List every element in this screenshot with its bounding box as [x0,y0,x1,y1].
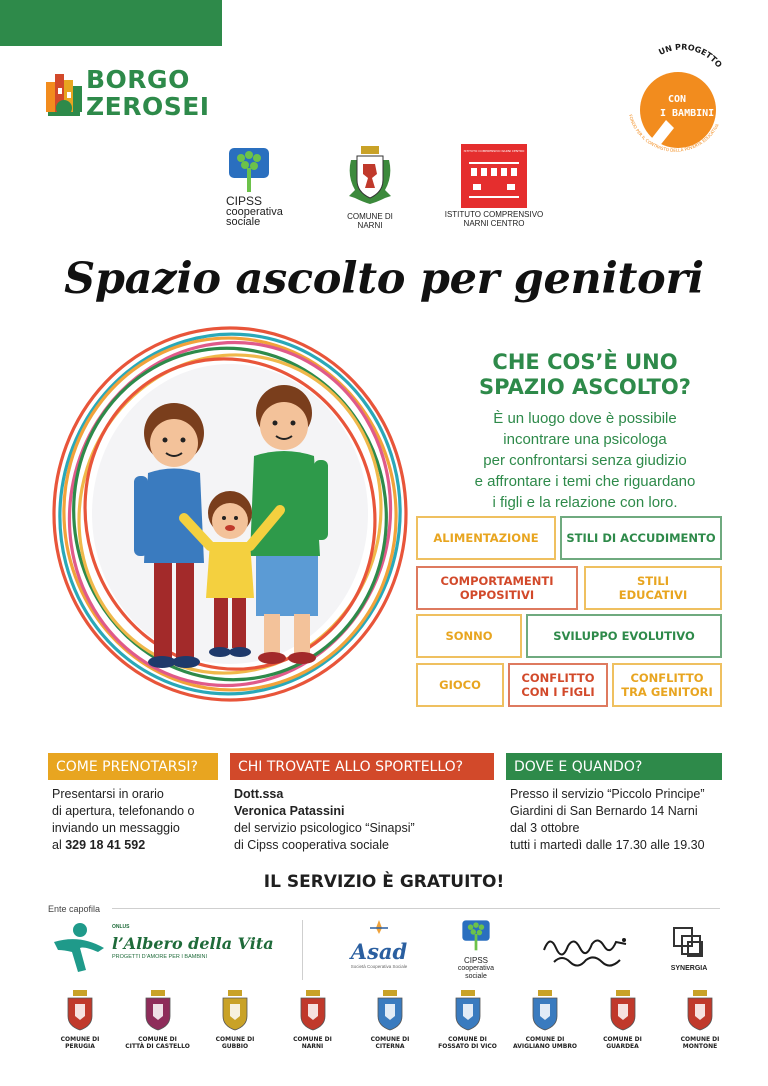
cipss-logo-footer [446,920,506,981]
who-heading: CHI TROVATE ALLO SPORTELLO? [230,753,494,780]
booking-line: inviando un messaggio [52,821,180,835]
cipss-name-footer: CIPSS [463,956,488,965]
topic-label: CONFLITTO [521,671,595,685]
municipality-crest [507,990,583,1050]
municipality-crest [120,990,196,1050]
municipality-crest [585,990,661,1050]
municipality-label-1: COMUNE DI [60,1036,100,1043]
albero-della-vita-figure-icon [50,920,108,976]
where-line: Presso il servizio “Piccolo Principe” [510,787,705,801]
crest-shield-icon [453,990,483,1032]
narni-crest-top [340,146,400,230]
topic-label: COMPORTAMENTI [440,574,554,588]
booking-details [52,786,224,854]
narni-label-1-top: COMUNE DI [347,212,393,221]
municipality-label-2: GUARDEA [606,1043,639,1050]
istituto-building-icon [461,144,527,208]
cipss-logo-top [214,148,284,227]
municipality-label-1: COMUNE DI [293,1036,332,1043]
istituto-label-1-top: ISTITUTO COMPRENSIVO [444,210,544,219]
where-line: Giardini di San Bernardo 14 Narni [510,804,698,818]
municipality-label-1: COMUNE DI [680,1036,720,1043]
topic-stili-educativi [584,566,722,610]
who-title: Dott.ssa [234,787,284,801]
borgo-zerosei-logo [46,66,236,126]
lead-label: Ente capofila [48,904,101,914]
topic-label: ALIMENTAZIONE [433,531,539,545]
municipality-label-1: COMUNE DI [448,1036,487,1043]
istituto-label-2-top: NARNI CENTRO [463,219,525,228]
borgo-zerosei-mark-icon [46,68,82,120]
con-i-bambini-badge [608,40,738,160]
albero-della-vita-logo [50,920,274,980]
question-body-line: per confrontarsi senza giudizio [483,452,687,469]
municipality-label-2: AVIGLIANO UMBRO [512,1043,578,1050]
badge-line-1: CON [668,94,687,105]
synergia-name: SYNERGIA [670,965,708,972]
question-heading-line-1: CHE COS’È UNO [492,350,678,374]
badge-arc-text: FONDO PER IL CONTRASTO DELLA POVERTÀ EDUCATIVA [627,113,720,153]
municipality-label-1: COMUNE DI [603,1036,642,1043]
svg-text:UN PROGETTO [657,43,723,70]
albero-subtitle: PROGETTI D’AMORE PER I BAMBINI [112,954,208,960]
booking-phone: 329 18 41 592 [65,838,146,852]
municipality-label-1: COMUNE DI [525,1036,565,1043]
who-line: di Cipss cooperativa sociale [234,838,389,852]
where-line: dal 3 ottobre [510,821,580,835]
municipality-label-2: GUBBIO [221,1043,249,1050]
municipality-crest [275,990,351,1050]
topic-comportamenti-oppositivi [416,566,578,610]
topic-stili-di-accudimento [560,516,722,560]
topic-sonno [416,614,522,658]
cipss-sub-1-top: cooperativa [226,206,283,218]
topic-gioco [416,663,504,707]
albero-name: l’Albero della Vita [112,934,274,953]
booking-line: Presentarsi in orario [52,787,164,801]
family-illustration [44,318,416,710]
topic-label: GIOCO [439,678,481,692]
crest-shield-icon [143,990,173,1032]
footer-divider [112,908,720,909]
municipality-label-2: MONTONE [682,1043,718,1050]
topic-sviluppo-evolutivo [526,614,722,658]
topic-label: STILI [636,574,669,588]
municipality-label-2: PERUGIA [65,1043,95,1050]
question-body-line: e affrontare i temi che riguardano [474,473,696,490]
signature-logo-icon [540,930,632,970]
crest-shield-icon [608,990,638,1032]
municipality-crest [42,990,118,1050]
question-description [420,408,750,513]
where-heading: DOVE E QUANDO? [506,753,722,780]
cipss-sub-2-footer: sociale [465,973,487,980]
brand-line-2: ZEROSEI [86,92,210,121]
albero-onlus: ONLUS [112,924,130,930]
narni-label-2-top: NARNI [357,221,383,230]
cipss-sub-2-top: sociale [226,216,261,228]
cipss-tree-icon [227,148,271,194]
cipss-sub-1-footer: cooperativa [457,965,495,972]
topic-label: SVILUPPO EVOLUTIVO [553,629,695,643]
narni-shield-icon [345,146,395,210]
main-title: Spazio ascolto per genitori [64,254,704,304]
topic-conflitto-con-i-figli [508,663,608,707]
municipality-crest [197,990,273,1050]
municipality-label-1: COMUNE DI [215,1036,255,1043]
top-green-bar [0,0,222,46]
topic-label: SONNO [445,629,493,643]
crest-shield-icon [220,990,250,1032]
badge-top-text: UN PROGETTO [657,42,724,70]
istituto-sign-text: ISTITUTO COMPRENSIVO NARNI CENTRO [463,149,525,153]
booking-line: di apertura, telefonando o [52,804,195,818]
crest-shield-icon [298,990,328,1032]
cipss-tree-icon [461,920,491,952]
question-body-line: i figli e la relazione con loro. [492,494,678,511]
municipality-label-2: CITTÀ DI CASTELLO [125,1043,190,1050]
who-details [234,786,496,854]
topic-label: CONFLITTO [630,671,704,685]
asad-star-icon [364,920,394,934]
synergia-logo [660,926,718,973]
where-details [510,786,740,854]
topic-label: EDUCATIVI [618,588,688,602]
crest-shield-icon [685,990,715,1032]
footer-vertical-divider [302,920,303,980]
municipality-label-1: COMUNE DI [370,1036,410,1043]
question-heading-line-2: SPAZIO ASCOLTO? [479,375,691,399]
municipality-crest [430,990,506,1050]
asad-subtitle: Società Cooperativa Sociale [350,964,408,969]
asad-name: Asad [350,939,408,964]
booking-heading: COME PRENOTARSI? [48,753,218,780]
municipality-crest [662,990,738,1050]
synergia-squares-icon [672,926,706,960]
question-body-line: È un luogo dove è possibile [493,410,677,427]
topic-label: STILI DI ACCUDIMENTO [566,531,716,545]
municipality-crest [352,990,428,1050]
municipality-label-2: FOSSATO DI VICO [438,1043,497,1050]
free-service-notice: IL SERVIZIO È GRATUITO! [263,872,505,892]
topic-label: CON I FIGLI [521,685,595,699]
municipality-label-2: NARNI [301,1043,324,1050]
topic-conflitto-tra-genitori [612,663,722,707]
cipss-name-top: CIPSS [226,194,263,208]
question-heading [420,350,750,400]
booking-phone-prefix: al [52,838,66,852]
municipality-label-2: CITERNA [375,1043,405,1050]
brand-line-1: BORGO [86,65,190,94]
crest-shield-icon [375,990,405,1032]
who-name: Veronica Patassini [234,804,345,818]
crest-shield-icon [530,990,560,1032]
who-line: del servizio psicologico “Sinapsi” [234,821,415,835]
badge-line-2: I BAMBINI [660,108,715,119]
topic-alimentazione [416,516,556,560]
asad-logo [346,920,412,969]
question-body-line: incontrare una psicologa [503,431,667,448]
crest-shield-icon [65,990,95,1032]
topic-label: OPPOSITIVI [459,588,535,602]
where-line: tutti i martedì dalle 17.30 alle 19.30 [510,838,705,852]
istituto-comprensivo-logo-top [438,144,550,228]
municipality-label-1: COMUNE DI [138,1036,177,1043]
topic-label: TRA GENITORI [621,685,713,699]
